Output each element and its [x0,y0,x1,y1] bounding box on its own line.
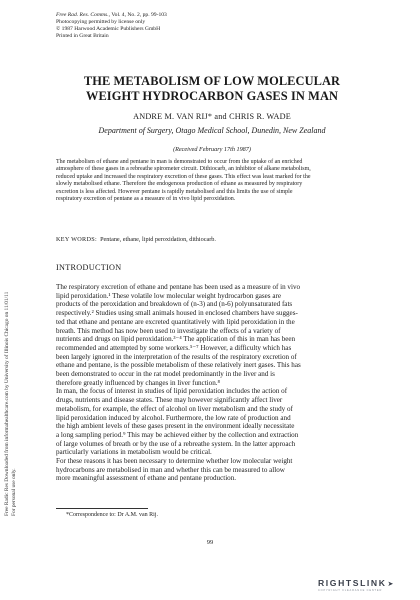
journal-name: Free Rad. Res. Comms., [56,12,111,18]
body-line: lipid peroxidation.¹ These volatile low molecular weight hydrocarbon gases are [56,291,281,300]
body-line: been largely ignored in the interpretation of the results of the respiratory excretion of [56,352,297,361]
correspondence-footnote: *Correspondence to: Dr A.M. van Rij. [66,512,158,518]
watermark-line-2: For personal use only. [10,468,17,516]
author-affiliation: Department of Surgery, Otago Medical School, Dunedin, New Zealand [98,126,326,135]
introduction-body [56,283,374,483]
body-line: metabolism, for example, the effect of alcohol on liver metabolism and the study of [56,404,293,413]
abstract-line: excretion is less affected. However pentane is rapidly metabolised and this limits the use of simple [56,188,293,195]
title-line-1: THE METABOLISM OF LOW MOLECULAR [83,74,341,88]
abstract-line: slowly metabolised ethane. Therefore the endogenous production of ethane as measured by respiratory [56,181,303,188]
abstract [56,159,374,203]
abstract-line: reduced uptake and increased the respiratory excretion of these gases. This effect was least marked for the [56,173,311,180]
body-line: therefore greatly influenced by changes in liver function.⁸ [56,378,220,387]
arrow-icon: ➤ [387,581,395,588]
page-number: 99 [206,539,214,546]
body-line: of large volumes of breath or by the use of a rebreathe system. In the latter approach [56,439,296,448]
printed-notice: Printed in Great Britain [56,33,109,39]
journal-header [56,12,276,40]
body-line: ted that ethane and pentane are excreted quantitatively with lipid peroxidation in the [56,317,295,326]
body-line: respectively.² Studies using small animals housed in enclosed chambers have sugges- [56,309,298,318]
keywords [56,236,374,244]
body-line: lipid peroxidation induced by alcohol. Furthermore, the low rate of production and [56,413,291,422]
received-date: (Received February 17th 1987) [173,146,251,153]
journal-citation [56,12,276,19]
keywords-text: Pentane, ethane, lipid peroxidation, dithiocarb. [100,236,216,243]
body-line: particularly variations in metabolism would be critical. [56,448,212,457]
title-line-2: WEIGHT HYDROCARBON GASES IN MAN [85,89,339,103]
abstract-line: atmosphere of these gases in a rebreathe spirometer circuit. Dithiocarb, an inhibitor of alkane metabolism, [56,166,311,173]
body-line: In man, the focus of interest in studies of lipid peroxidation includes the action of [56,387,288,396]
copyright-notice: © 1987 Harwood Academic Publishers GmbH [56,26,161,32]
body-line: products of the peroxidation and breakdown of (n-3) and (n-6) polyunsaturated fats [56,300,293,309]
body-line: nutrients and drugs on lipid peroxidation.³⁻⁴ The application of this in man has been [56,335,296,344]
body-line: more meaningful assessment of ethane and pentane production. [56,474,237,483]
body-line: been demonstrated to occur in the rat model predominantly in the liver and is [56,370,275,379]
abstract-line: respiratory excretion of pentane as a measure of in vivo lipid peroxidation. [56,196,236,203]
body-line: the high ambient levels of these gases present in the environment ideally necessitate [56,422,295,431]
keywords-label: KEY WORDS: [56,236,97,243]
abstract-line: The metabolism of ethane and pentane in man is demonstrated to occur from the uptake of an enriched [56,159,303,165]
section-heading-introduction: INTRODUCTION [56,263,122,272]
logo-tagline: COPYRIGHT CLEARANCE CENTER [318,589,383,592]
body-line: For these reasons it has been necessary to determine whether low molecular weight [56,457,293,466]
rightslink-logo[interactable] [318,578,395,588]
paper-title [40,74,384,104]
body-line: hydrocarbons are metabolised in man and whether this can be measured to allow [56,465,285,474]
logo-text: RIGHTSLINK [318,578,387,588]
journal-volume: Vol. 4, No. 2, pp. 99-103 [111,12,167,18]
photocopy-notice: Photocopying permitted by license only [56,19,146,25]
body-line: ethane and pentane, is the possible metabolism of these relatively inert gases. This has [56,361,301,370]
body-line: a long sampling period.⁹ This may be achieved either by the collection and extraction [56,430,299,439]
paper-authors: ANDRE M. VAN RIJ* and CHRIS R. WADE [133,112,291,121]
body-line: recommended and attempted by some workers.⁵⁻⁷ However, a difficulty which has [56,343,292,352]
body-line: The respiratory excretion of ethane and pentane has been used as a measure of in vivo [56,283,301,291]
body-line: breath. This method has now been used to investigate the effects of a variety of [56,326,281,335]
watermark-line-1: Free Radic Res Downloaded from informahealthcare.com by University of Illinois Chicago on 11/01/11 [4,291,10,516]
body-line: drugs, nutrients and disease states. These may however significantly affect liver [56,396,283,405]
